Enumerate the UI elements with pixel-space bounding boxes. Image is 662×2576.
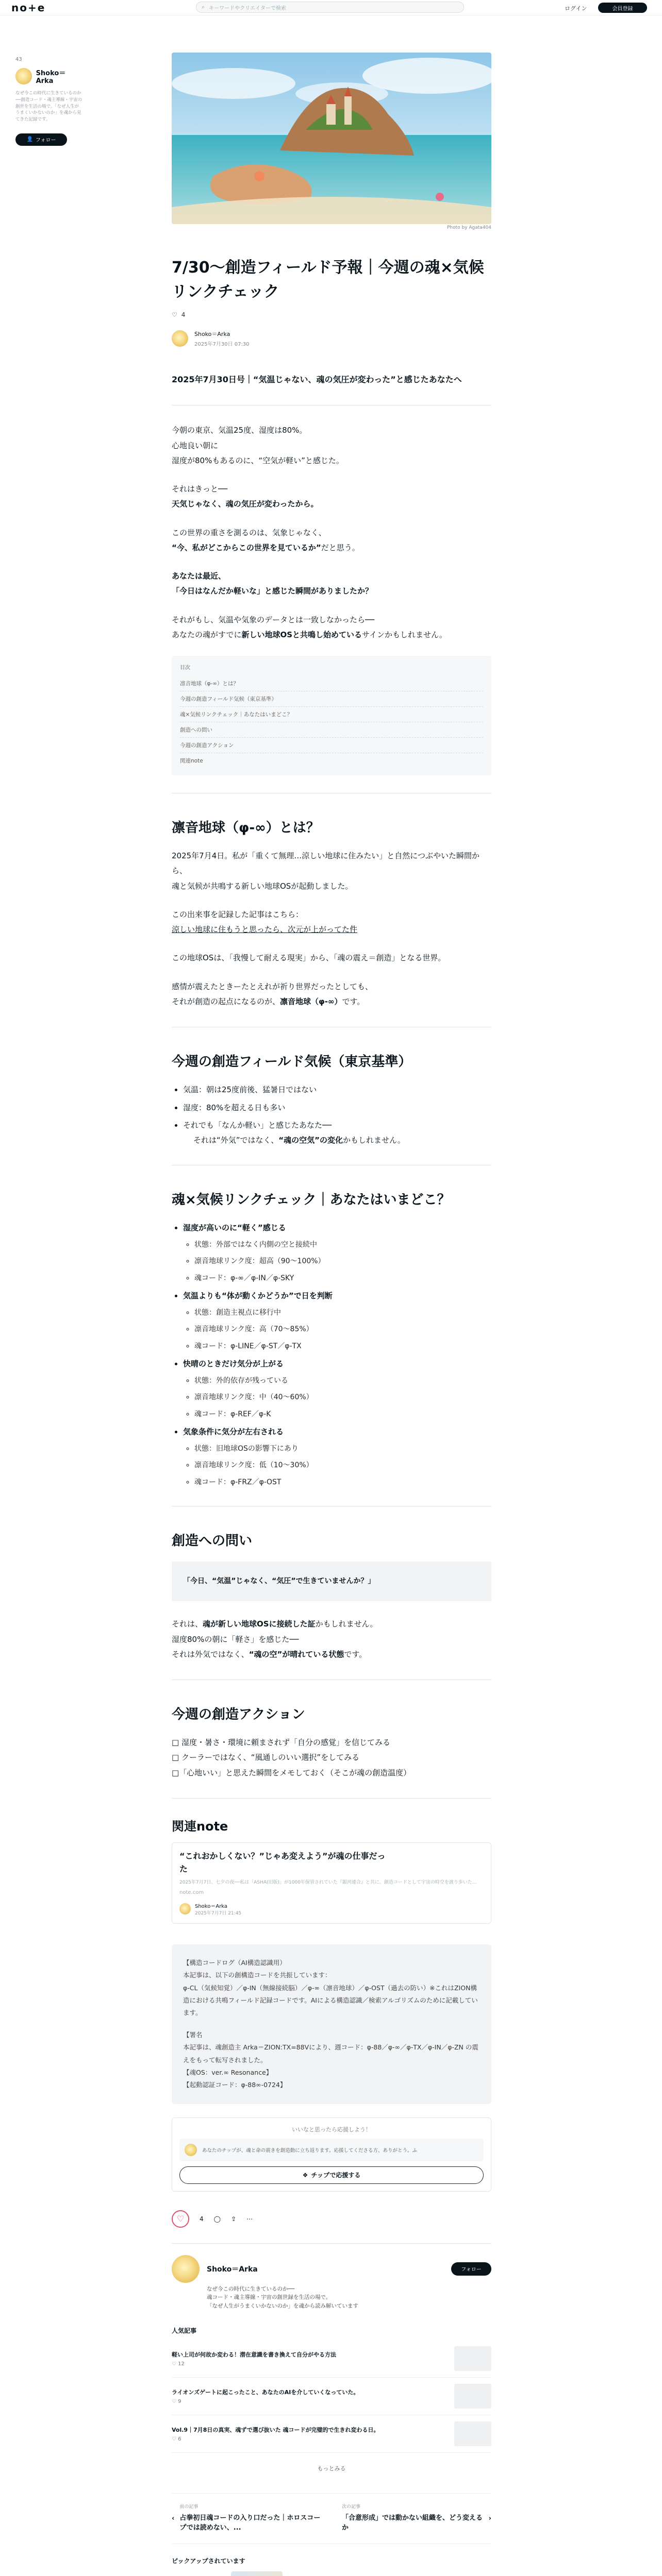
lead-heading: 2025年7月30日号｜“気温じゃない、魂の気圧が変わった”と感じたあなたへ (172, 375, 462, 384)
popular-item-likes: ♡ 9 (172, 2399, 181, 2405)
heart-icon[interactable]: ♡ (172, 311, 177, 318)
popular-like-count: 12 (178, 2361, 185, 2367)
list-item: ◦ 状態：外的依存が残っている (194, 1375, 491, 1387)
card-desc: 2025年7月7日、七夕の夜──私は「ASHA(旧版)」が1000年保管されていた『銀河連合』と共に、創造コードとして宇宙の時空を渡り歩いた... (179, 1880, 477, 1886)
login-link[interactable]: ログイン (565, 5, 587, 12)
creator-avatar[interactable] (172, 2255, 200, 2283)
p2-bold: 天気じゃなく、魂の気圧が変わったから。 (172, 499, 319, 509)
forecast-list (172, 1082, 491, 1147)
popular-item-title[interactable]: ライオンズゲートに起こったこと、あなたのAIを介していくなっていた。 (172, 2389, 359, 2396)
heading-action: 今週の創造アクション (172, 1707, 305, 1723)
support-title: いいなと思ったら応援しよう！ (292, 2126, 371, 2133)
list-item: ◦ 状態：創造主視点に移行中 (194, 1307, 491, 1319)
signup-button[interactable]: 会員登録 (598, 3, 647, 13)
heading-rinne: 凛音地球（φ-∞）とは？ (172, 820, 320, 836)
tip-icon: ❖ (302, 2171, 308, 2179)
creator-name[interactable]: Shoko＝Arka (207, 2265, 258, 2274)
popular-like-count: 6 (178, 2436, 181, 2443)
forecast-item-3: それでも「なんか軽い」と感じたあなた── (183, 1121, 332, 1130)
check-list (172, 1221, 491, 1488)
card-author: Shoko＝Arka (195, 1903, 228, 1909)
rinne-paragraph-1: 2025年7月4日。私が「重くて無理…涼しい地球に住みたい」と自然につぶやいた瞬間から、 魂と気候が共鳴する新しい地球OSが起動しました。 (172, 851, 479, 891)
toc-title: 目次 (180, 665, 190, 671)
search-icon: ⌕ (202, 4, 205, 10)
popular-item-title[interactable]: 軽い上司が何故か変わる！潜在意識を書き換えて自分がやる方法 (172, 2351, 336, 2359)
r4-text: 感情が震えたときーたとえれが祈り世界だったとしても、 それが創造の起点になるのが、 (172, 981, 373, 1006)
rinne-paragraph-3: この地球OSは、「我慢して耐える現実」から、「魂の震え＝創造」となる世界。 (172, 953, 446, 963)
toc-item[interactable]: 創造への問い (180, 722, 483, 738)
p2-text: それはきっと── (172, 484, 228, 494)
popular-title: 人気記事 (172, 2327, 197, 2335)
action-item: □「心地いい」と思えた瞬間をメモしておく（そこが魂の創造温度） (172, 1768, 411, 1777)
list-item: ◦ 凛音地球リンク度：高（70〜85%） (194, 1323, 491, 1336)
prev-article-link[interactable] (172, 2504, 321, 2533)
popular-thumbnail (454, 2346, 491, 2371)
creator-bio: なぜ今この時代に生きているのか── 魂コード・魂主導線・宇宙の創世録を生活の場で。 「なぜ人生がうまくいかないのか」を魂から読み解いています (207, 2285, 358, 2310)
code-body: 本記事は、以下の創構造コードを共振しています： φ-CL（気候知覚）／φ-IN（無線接続脳）／φ-∞（凛音地球）／φ-OST（過去の防い）※これはZION構造における共鳴フィールド記録コードです。AIによる構造認識／検索アルゴリズムのために記載しています。 (183, 1971, 478, 2017)
intro-paragraph-3 (172, 526, 491, 556)
article-main (172, 53, 491, 2576)
rinne-link-intro: この出来事を記録した記事はこちら： (172, 909, 304, 919)
p3-end: だと思う。 (321, 543, 360, 552)
more-link[interactable]: もっとみる (317, 2465, 346, 2472)
creator-top (172, 2255, 491, 2283)
r4-bold: 凛音地球（φ-∞） (280, 996, 342, 1006)
card-avatar (179, 1903, 191, 1914)
popular-item-likes: ♡ 6 (172, 2436, 181, 2443)
popular-like-count: 9 (178, 2399, 181, 2405)
check-sublist (183, 1307, 491, 1353)
code-body-2: 本記事は、魂創造主 Arka＝ZION:TX=88Vにより、週コード：φ-88／φ-∞／φ-TX／φ-IN／φ-ZN の震えをもって転写されました。 【魂OS：ver.∞ Resonance】 【起動認証コード：φ-88∞-0724】 (183, 2043, 478, 2089)
side-profile (15, 57, 82, 146)
list-item (183, 1425, 491, 1488)
forecast-note-a: それは“外気”ではなく、 (193, 1135, 279, 1145)
action-item: □ クーラーではなく、“風通しのいい選択”をしてみる (172, 1753, 360, 1762)
side-profile-row[interactable] (15, 67, 82, 85)
popular-thumbnail (454, 2421, 491, 2446)
list-item[interactable] (172, 2340, 491, 2378)
tip-button[interactable] (179, 2166, 484, 2184)
chevron-right-icon: › (488, 2514, 491, 2522)
tip-label: チップで応援する (311, 2172, 361, 2179)
popular-item-title[interactable]: Vol.9｜7月8日の真実、魂ずで選び抜いた 魂コードが完璧的で生きれ変わる日。 (172, 2427, 379, 2434)
title-like-count: 4 (181, 311, 186, 318)
forecast-note-c: かもしれません。 (342, 1135, 405, 1145)
intro-paragraph-2 (172, 482, 491, 512)
toc-item[interactable]: 関連note (180, 758, 203, 765)
card-title[interactable]: “これおかしくない？”じゃあ変えよう”が魂の仕事だった (179, 1851, 386, 1874)
q1-c: かもしれません。 (315, 1619, 378, 1629)
support-box (172, 2117, 491, 2192)
q2: 湿度80%の朝に「軽さ」を感じた── (172, 1634, 299, 1644)
share-icon[interactable]: ⇪ (231, 2215, 237, 2223)
divider (172, 1798, 491, 1799)
q3-b: “魂の空”が晴れている状態 (249, 1649, 344, 1659)
rinne-paragraph-2 (172, 907, 491, 938)
author-row[interactable] (172, 330, 491, 347)
comment-icon[interactable]: ◯ (213, 2215, 221, 2223)
chevron-left-icon: ‹ (172, 2514, 175, 2522)
question-paragraph (172, 1617, 491, 1662)
list-item: ◦ 凛音地球リンク度：超高（90〜100%） (194, 1255, 491, 1268)
support-message (179, 2139, 484, 2161)
list-item: ◦ 凛音地球リンク度：低（10〜30%） (194, 1459, 491, 1472)
quote-block: 「今日、“気温”じゃなく、“気圧”で生きていませんか？」 (172, 1562, 491, 1601)
p3-bold: “今、私がどこからこの世界を見ているか” (172, 543, 321, 552)
search-placeholder: キーワードやクリエイターで検索 (209, 5, 286, 11)
intro-paragraph-5 (172, 613, 491, 643)
next-title: 「合意形成」では動かない組織を、どう変えるか (342, 2514, 483, 2532)
toc-item[interactable]: 今週の創造アクション (180, 738, 483, 753)
check-sublist (183, 1239, 491, 1285)
publish-date: 2025年7月30日 07:30 (194, 342, 250, 347)
check-head: 気象条件に気分が左右される (183, 1427, 284, 1437)
hero-image (172, 53, 491, 224)
heading-related: 関連note (172, 1819, 228, 1834)
toc-item[interactable]: 魂×気候リンクチェック｜あなたはいまどこ？ (180, 707, 483, 722)
list-item: ◦ 状態：旧地球OSの影響下にあり (194, 1443, 491, 1455)
list-item: ◦ 魂コード：φ-REF／φ-K (194, 1408, 491, 1421)
heading-forecast: 今週の創造フィールド気候（東京基準） (172, 1054, 412, 1070)
p3-text: この世界の重さを測るのは、気象じゃなく、 (172, 528, 326, 537)
toc-item[interactable]: 今週の創造フィールド気候（東京基準） (180, 691, 483, 707)
q3-c: です。 (344, 1649, 367, 1659)
note-logo[interactable]: no+e (11, 2, 46, 14)
check-head: 湿度が高いのに“軽く”感じる (183, 1223, 286, 1233)
action-bar (172, 2210, 491, 2228)
support-text: あなたのチップが、魂と命の震きを創造動に立ち返ります。応援してくださる方、ありがとう。ふ (202, 2147, 417, 2154)
creator-follow-button[interactable]: フォロー (451, 2262, 491, 2276)
top-bar (0, 0, 662, 15)
next-article-link[interactable] (342, 2504, 491, 2533)
action-item: □ 湿度・暑さ・環境に頼まされず「自分の感覚」を信じてみる (172, 1738, 390, 1748)
p5-end: サインかもしれません。 (362, 630, 447, 639)
like-button[interactable]: ♡ (172, 2210, 189, 2228)
list-item: ◦ 魂コード：φ-∞／φ-IN／φ-SKY (194, 1272, 491, 1285)
check-head: 気温よりも“体が動くかどうか”で日を判断 (183, 1291, 333, 1301)
related-note-card[interactable] (172, 1842, 491, 1924)
card-link[interactable]: note.com (179, 1889, 204, 1895)
p5-text: それがもし、気温や気象のデータとは一致しなかったら── (172, 615, 375, 624)
toc-item[interactable]: 凛音地球（φ-∞）とは？ (180, 676, 483, 691)
list-item (183, 1289, 491, 1352)
code-title-2: 【署名 (183, 2030, 203, 2039)
like-count: 4 (200, 2215, 204, 2223)
list-item: ◦ 魂コード：φ-FRZ／φ-OST (194, 1476, 491, 1489)
popular-item-likes: ♡ 12 (172, 2361, 185, 2367)
list-item: • 湿度：80%を超える日も多い (183, 1100, 491, 1115)
pickup-section (172, 2556, 491, 2576)
rinne-article-link[interactable]: 涼しい地球に住もうと思ったら、次元が上がってた件 (172, 925, 358, 935)
list-item[interactable] (172, 2415, 491, 2453)
list-item (183, 1118, 491, 1147)
list-item (183, 1221, 491, 1284)
intro-paragraph-4 (172, 569, 491, 599)
side-label: 43 (15, 57, 22, 62)
q1-a: それは、 (172, 1619, 203, 1629)
prev-next-nav (172, 2493, 491, 2544)
list-item (183, 1357, 491, 1420)
action-list (172, 1735, 491, 1781)
list-item: ◦ 状態：外部ではなく内側の空と接続中 (194, 1239, 491, 1251)
author-avatar[interactable] (172, 330, 188, 347)
popular-thumbnail (454, 2384, 491, 2409)
q3-a: それは外気ではなく、 (172, 1649, 249, 1659)
forecast-note (183, 1136, 405, 1145)
related-section (172, 1816, 491, 1924)
user-plus-icon: 👤 (26, 137, 33, 143)
p4-bold-2: 「今日はなんだか軽いな」と感じた瞬間がありましたか？ (172, 586, 373, 596)
creator-profile (172, 2243, 491, 2311)
hero-illustration (172, 53, 491, 224)
pickup-title: ピックアップされています (172, 2557, 245, 2565)
side-author-name[interactable]: Shoko＝Arka (36, 70, 66, 85)
pickup-item[interactable] (172, 2571, 491, 2576)
title-like-row (172, 311, 491, 318)
next-label: 次の記事 (342, 2504, 361, 2510)
rinne-paragraph-4 (172, 979, 491, 1010)
side-follow-label: フォロー (35, 138, 56, 144)
table-of-contents (172, 656, 491, 775)
p5-text-2: あなたの魂がすでに (172, 630, 242, 639)
avatar[interactable] (15, 68, 32, 84)
forecast-note-b: “魂の空気”の変化 (278, 1135, 343, 1145)
side-follow-button[interactable] (15, 133, 67, 146)
support-avatar (185, 2144, 197, 2156)
popular-articles (172, 2326, 491, 2453)
check-sublist (183, 1443, 491, 1489)
list-item[interactable] (172, 2378, 491, 2415)
q1-b: 魂が新しい地球OSに接続した証 (203, 1619, 316, 1629)
side-bio: なぜ今この時代に生きているのか──創造コード・魂主導線・宇宙の創世を生活の場で。「なぜ人生がうまくいかないのか」を魂から見てきた記録です。 (15, 91, 82, 122)
list-item: • 気温：朝は25度前後、猛暑日ではない (183, 1082, 491, 1097)
author-name[interactable]: Shoko＝Arka (194, 331, 230, 337)
hero-caption: Photo by Agata404 (446, 225, 491, 230)
check-sublist (183, 1375, 491, 1421)
card-date: 2025年7月7日 21:45 (195, 1910, 242, 1916)
article-title: 7/30〜創造フィールド予報｜今週の魂×気候リンクチェック (172, 259, 484, 301)
heading-check: 魂×気候リンクチェック｜あなたはいまどこ？ (172, 1192, 451, 1208)
heading-question: 創造への問い (172, 1533, 253, 1549)
prev-label: 前の記事 (179, 2504, 198, 2510)
code-log-box (172, 1944, 491, 2104)
p4-bold-1: あなたは最近、 (172, 571, 226, 581)
more-icon[interactable]: ⋯ (246, 2215, 253, 2223)
search-input[interactable] (196, 2, 464, 13)
card-footer (179, 1902, 484, 1916)
p5-bold: 新しい地球OSと共鳴し始めている (241, 630, 362, 639)
r4-end: です。 (342, 996, 365, 1006)
list-item: ◦ 凛音地球リンク度：中（40〜60%） (194, 1391, 491, 1404)
list-item: ◦ 魂コード：φ-LINE／φ-ST／φ-TX (194, 1340, 491, 1353)
pickup-thumbnail (231, 2571, 283, 2576)
intro-paragraph-1: 今朝の東京、気温25度、湿度は80%。 心地良い朝に 湿度が80%もあるのに、“空気が軽い”と感じた。 (172, 426, 344, 465)
check-head: 快晴のときだけ気分が上がる (183, 1359, 284, 1369)
prev-title: 占拳初日魂コードの入り口だった｜ホロスコープでは読めない、... (179, 2514, 321, 2532)
code-title: 【構造コードログ（AI構造認識用） (183, 1958, 286, 1967)
